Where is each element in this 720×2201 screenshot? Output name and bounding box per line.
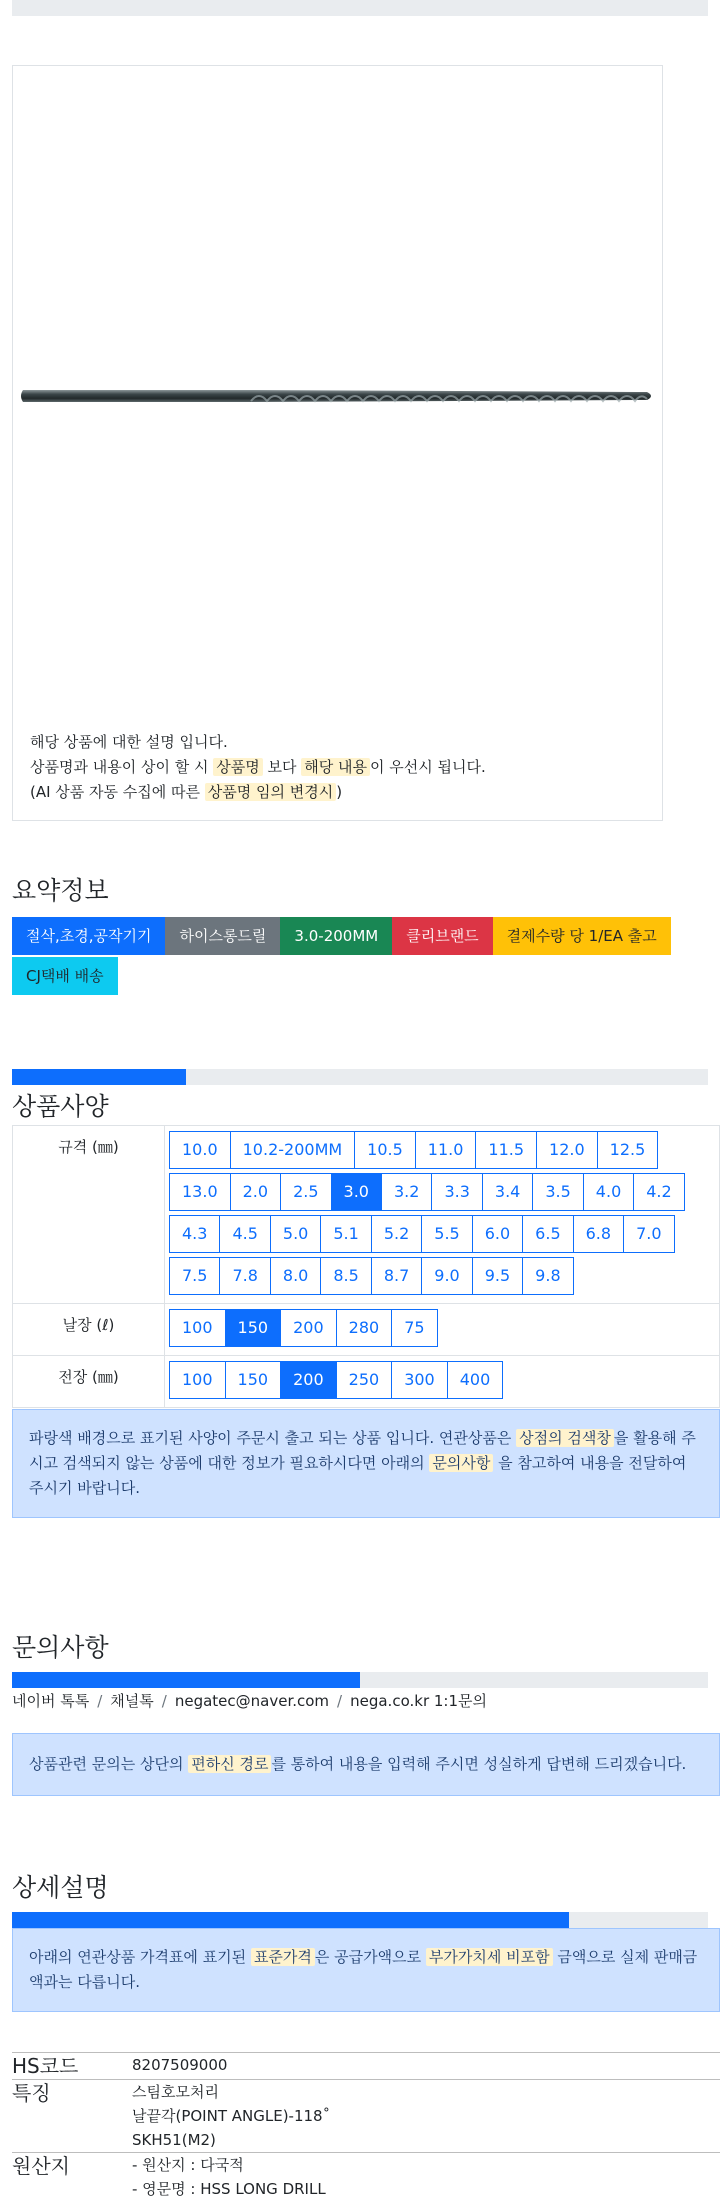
spec-option[interactable]: 2.5 [280, 1173, 331, 1211]
spec-option[interactable]: 4.3 [169, 1215, 220, 1253]
spec-row-flute-length [13, 1304, 719, 1356]
feature-line: 날끝각(POINT ANGLE)-118˚ [132, 2107, 331, 2125]
spec-option-line [169, 1215, 719, 1257]
spec-row-overall-length [13, 1356, 719, 1407]
highlight-convenient-route: 편하신 경로 [188, 1755, 271, 1773]
highlight-search-box: 상점의 검색창 [516, 1429, 614, 1447]
spec-row-size [13, 1126, 719, 1304]
inquiry-notice [12, 1733, 720, 1796]
spec-option[interactable]: 4.5 [219, 1215, 270, 1253]
spec-option[interactable]: 5.0 [270, 1215, 321, 1253]
spec-option[interactable]: 280 [336, 1309, 393, 1347]
link-naver-talk[interactable]: 네이버 톡톡 [12, 1692, 90, 1710]
inquiry-progress-bar [12, 1672, 708, 1688]
link-site-inquiry[interactable]: nega.co.kr 1:1문의 [350, 1692, 487, 1710]
spec-option-line [169, 1309, 719, 1351]
info-key-origin: 원산지 [12, 2154, 70, 2178]
detail-section [12, 1868, 708, 2201]
spec-option[interactable]: 7.5 [169, 1257, 220, 1295]
spec-option[interactable]: 400 [447, 1361, 504, 1399]
spec-option[interactable]: 4.2 [633, 1173, 684, 1211]
highlight-name-change: 상품명 임의 변경시 [205, 783, 336, 801]
spec-option[interactable]: 5.1 [320, 1215, 371, 1253]
spec-options [165, 1356, 719, 1407]
spec-option-line [169, 1131, 719, 1173]
info-row-origin [12, 2153, 720, 2201]
spec-title: 상품사양 [12, 1092, 109, 1121]
spec-progress-fill [12, 1069, 186, 1085]
spec-label: 규격 (㎜) [13, 1126, 165, 1303]
spec-option[interactable]: 12.5 [597, 1131, 659, 1169]
spec-option[interactable]: 8.7 [371, 1257, 422, 1295]
detail-progress-bar [12, 1912, 708, 1928]
info-val-features [132, 2080, 720, 2152]
detail-notice-pre: 아래의 연관상품 가격표에 표기된 [29, 1948, 251, 1966]
spec-notice-post: 을 참고하여 내용을 전달하여 주시기 바랍니다. [29, 1454, 687, 1497]
badge-size-range: 3.0-200MM [280, 917, 392, 955]
info-row-hs-code [12, 2053, 720, 2080]
inquiry-progress-fill [12, 1672, 360, 1688]
spec-option-selected[interactable]: 150 [225, 1309, 282, 1347]
spec-option[interactable]: 6.0 [472, 1215, 523, 1253]
product-description-notice [30, 730, 486, 805]
link-email[interactable]: negatec@naver.com [174, 1691, 330, 1710]
notice-line-2 [30, 755, 486, 780]
summary-badges [12, 917, 708, 997]
spec-option[interactable]: 200 [280, 1309, 337, 1347]
spec-notice-mid: 을 활용해 주시고 검색되지 않는 상품에 대한 정보가 필요하시다면 아래의 [29, 1429, 696, 1472]
highlight-vat-excluded: 부가가치세 비포함 [426, 1948, 553, 1966]
notice-line-1: 해당 상품에 대한 설명 입니다. [30, 733, 228, 751]
spec-notice [12, 1409, 720, 1518]
badge-product-type: 하이스롱드릴 [165, 917, 280, 955]
spec-option[interactable]: 75 [391, 1309, 437, 1347]
feature-line: 스팀호모처리 [132, 2083, 219, 2101]
summary-title: 요약정보 [12, 876, 109, 905]
spec-option[interactable]: 100 [169, 1309, 226, 1347]
spec-option[interactable]: 11.0 [415, 1131, 477, 1169]
spec-option[interactable]: 8.0 [270, 1257, 321, 1295]
spec-progress-bar [12, 1069, 708, 1085]
badge-brand: 클리브랜드 [392, 917, 492, 955]
spec-option[interactable]: 6.8 [573, 1215, 624, 1253]
inquiry-title: 문의사항 [12, 1633, 109, 1662]
inquiry-section [12, 1628, 708, 1796]
info-key-hs-code: HS코드 [12, 2054, 79, 2078]
spec-option[interactable]: 9.5 [472, 1257, 523, 1295]
spec-option[interactable]: 10.0 [169, 1131, 231, 1169]
spec-section [12, 1069, 708, 1518]
spec-option[interactable]: 100 [169, 1361, 226, 1399]
spec-options [165, 1304, 719, 1355]
spec-label: 날장 (ℓ) [13, 1304, 165, 1355]
info-val-origin [132, 2153, 720, 2201]
badge-shipping-unit: 결제수량 당 1/EA 출고 [493, 917, 671, 955]
spec-option[interactable]: 3.5 [532, 1173, 583, 1211]
detail-notice-mid: 은 공급가액으로 [314, 1948, 426, 1966]
notice-line-2-mid: 보다 [262, 758, 302, 776]
spec-option[interactable]: 5.5 [421, 1215, 472, 1253]
spec-option[interactable]: 12.0 [536, 1131, 598, 1169]
spec-option[interactable]: 7.0 [623, 1215, 674, 1253]
highlight-inquiry: 문의사항 [429, 1454, 493, 1472]
spec-option-selected[interactable]: 200 [280, 1361, 337, 1399]
drill-product-image [19, 383, 655, 409]
badge-category: 절삭,초경,공작기기 [12, 917, 165, 955]
inquiry-notice-pre: 상품관련 문의는 상단의 [29, 1755, 189, 1773]
spec-option[interactable]: 7.8 [219, 1257, 270, 1295]
spec-option-selected[interactable]: 3.0 [331, 1173, 382, 1211]
notice-line-3-pre: (AI 상품 자동 수집에 따른 [30, 783, 205, 801]
info-key-features: 특징 [12, 2081, 51, 2105]
spec-option[interactable]: 4.0 [583, 1173, 634, 1211]
spec-table [12, 1125, 720, 1408]
info-val-hs-code: 8207509000 [132, 2056, 228, 2074]
spec-option[interactable]: 9.0 [421, 1257, 472, 1295]
spec-option[interactable]: 9.8 [522, 1257, 573, 1295]
spec-option[interactable]: 150 [225, 1361, 282, 1399]
notice-line-3-post: ) [336, 783, 343, 801]
spec-option[interactable]: 8.5 [320, 1257, 371, 1295]
spec-option-line [169, 1361, 719, 1403]
origin-line: - 원산지 : 다국적 [132, 2156, 244, 2174]
highlight-standard-price: 표준가격 [251, 1948, 315, 1966]
feature-line: SKH51(M2) [132, 2131, 216, 2149]
spec-option-line [169, 1173, 719, 1215]
spec-option[interactable]: 11.5 [475, 1131, 537, 1169]
spec-option[interactable]: 13.0 [169, 1173, 231, 1211]
highlight-content: 해당 내용 [301, 758, 370, 776]
spec-option[interactable]: 300 [391, 1361, 448, 1399]
spec-option[interactable]: 6.5 [522, 1215, 573, 1253]
info-row-features [12, 2080, 720, 2153]
spec-option[interactable]: 250 [336, 1361, 393, 1399]
detail-progress-fill [12, 1912, 569, 1928]
notice-line-2-post: 이 우선시 됩니다. [369, 758, 486, 776]
spec-option[interactable]: 5.2 [371, 1215, 422, 1253]
detail-notice [12, 1928, 720, 2012]
top-divider-bar [12, 0, 708, 16]
inquiry-notice-post: 를 통하여 내용을 입력해 주시면 성실하게 답변해 드리겠습니다. [271, 1755, 687, 1773]
contact-links [12, 1690, 708, 1711]
summary-section [12, 871, 708, 997]
spec-option[interactable]: 3.3 [431, 1173, 482, 1211]
spec-label: 전장 (㎜) [13, 1356, 165, 1407]
spec-options [165, 1126, 719, 1303]
product-info-table [12, 2052, 720, 2201]
spec-option[interactable]: 10.5 [354, 1131, 416, 1169]
badge-delivery: CJ택배 배송 [12, 957, 118, 995]
spec-option[interactable]: 10.2-200MM [230, 1131, 356, 1169]
detail-notice-post: 금액으로 실제 판매금액과는 다릅니다. [29, 1948, 698, 1991]
link-separator: / [337, 1691, 343, 1710]
link-separator: / [161, 1691, 167, 1710]
spec-notice-pre: 파랑색 배경으로 표기된 사양이 주문시 출고 되는 상품 입니다. 연관상품은 [29, 1429, 517, 1447]
spec-option[interactable]: 2.0 [230, 1173, 281, 1211]
spec-option[interactable]: 3.4 [482, 1173, 533, 1211]
origin-line: - 영문명 : HSS LONG DRILL [132, 2180, 326, 2198]
spec-option-line [169, 1257, 719, 1299]
link-channel-talk[interactable]: 채널톡 [110, 1692, 154, 1710]
product-image-card [12, 65, 663, 821]
notice-line-2-pre: 상품명과 내용이 상이 할 시 [30, 758, 214, 776]
notice-line-3 [30, 780, 486, 805]
detail-title: 상세설명 [12, 1873, 109, 1902]
link-separator: / [97, 1691, 103, 1710]
spec-option[interactable]: 3.2 [381, 1173, 432, 1211]
highlight-product-name: 상품명 [213, 758, 262, 776]
